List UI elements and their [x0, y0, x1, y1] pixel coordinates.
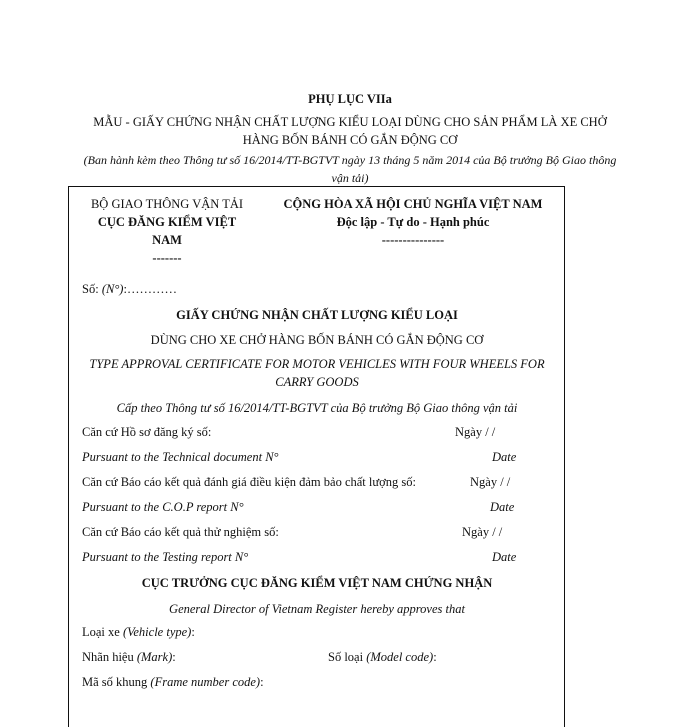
- certificate-title: GIẤY CHỨNG NHẬN CHẤT LƯỢNG KIỂU LOẠI: [176, 308, 458, 322]
- certificate-subtitle: DÙNG CHO XE CHỞ HÀNG BỐN BÁNH CÓ GẮN ĐỘNG CƠ: [150, 333, 484, 347]
- field-model-code: [328, 650, 437, 665]
- basis-testing-report-date: Ngày / /: [462, 525, 503, 539]
- number-label-en: (N°): [101, 282, 124, 296]
- national-motto: Độc lập - Tự do - Hạnh phúc: [336, 215, 490, 229]
- republic-dashes: ---------------: [381, 233, 445, 247]
- issued-under: Cấp theo Thông tư số 16/2014/TT-BGTVT của Bộ trưởng Bộ Giao thông vận tải: [116, 401, 518, 415]
- basis-cop-report-date: Ngày / /: [470, 475, 511, 489]
- field-frame-number-label: Mã số khung: [82, 675, 151, 689]
- basis-technical-document-en: Pursuant to the Technical document N°: [82, 450, 279, 464]
- field-model-code-label-en: (Model code): [366, 650, 434, 664]
- field-mark: [82, 650, 176, 665]
- field-colon: :: [191, 625, 195, 639]
- basis-testing-report-en: Pursuant to the Testing report N°: [82, 550, 249, 564]
- certifies-heading: CỤC TRƯỞNG CỤC ĐĂNG KIỂM VIỆT NAM CHỨNG NHẬN: [141, 576, 493, 590]
- field-frame-number-label-en: (Frame number code): [150, 675, 261, 689]
- basis-technical-document-date-en: Date: [492, 450, 517, 464]
- republic-block: [258, 195, 568, 249]
- number-value: :…………: [123, 282, 177, 296]
- field-model-code-label: Số loại: [328, 650, 367, 664]
- certificate-title-en: TYPE APPROVAL CERTIFICATE FOR MOTOR VEHICLES WITH FOUR WHEELS FOR CARRY GOODS: [89, 357, 545, 389]
- number-label: Số:: [82, 282, 102, 296]
- basis-testing-report: Căn cứ Báo cáo kết quả thử nghiệm số:: [82, 525, 279, 539]
- field-colon: :: [433, 650, 437, 664]
- ministry-name: BỘ GIAO THÔNG VẬN TẢI: [90, 197, 244, 211]
- field-vehicle-type-label-en: (Vehicle type): [122, 625, 192, 639]
- basis-cop-report-date-en: Date: [490, 500, 515, 514]
- form-title: MẪU - GIẤY CHỨNG NHẬN CHẤT LƯỢNG KIỂU LOẠI DÙNG CHO SẢN PHẨM LÀ XE CHỞ HÀNG BỐN BÁNH CÓ GẮN ĐỘNG CƠ: [93, 115, 607, 147]
- agency-dashes: -------: [152, 251, 182, 265]
- basis-technical-document-date: Ngày / /: [455, 425, 496, 439]
- basis-testing-report-date-en: Date: [492, 550, 517, 564]
- department-name: CỤC ĐĂNG KIỂM VIỆT NAM: [97, 215, 237, 247]
- field-vehicle-type: [82, 625, 195, 640]
- basis-technical-document: Căn cứ Hồ sơ đăng ký số:: [82, 425, 212, 439]
- agency-block: [82, 195, 252, 267]
- field-mark-label-en: (Mark): [136, 650, 173, 664]
- republic-name: CỘNG HÒA XÃ HỘI CHỦ NGHĨA VIỆT NAM: [283, 197, 543, 211]
- certifies-heading-en: General Director of Vietnam Register hereby approves that: [169, 602, 465, 616]
- certificate-number: [82, 282, 177, 297]
- field-colon: :: [260, 675, 264, 689]
- field-mark-label: Nhãn hiệu: [82, 650, 137, 664]
- appendix-title: PHỤ LỤC VIIa: [308, 92, 392, 106]
- field-colon: :: [172, 650, 176, 664]
- issued-by-note: (Ban hành kèm theo Thông tư số 16/2014/TT-BGTVT ngày 13 tháng 5 năm 2014 của Bộ trưởng Bộ Giao thông vận tải): [83, 153, 617, 185]
- basis-cop-report: Căn cứ Báo cáo kết quả đánh giá điều kiện đảm bảo chất lượng số:: [82, 475, 416, 489]
- field-frame-number: [82, 675, 264, 690]
- field-vehicle-type-label: Loại xe: [82, 625, 123, 639]
- basis-cop-report-en: Pursuant to the C.O.P report N°: [82, 500, 244, 514]
